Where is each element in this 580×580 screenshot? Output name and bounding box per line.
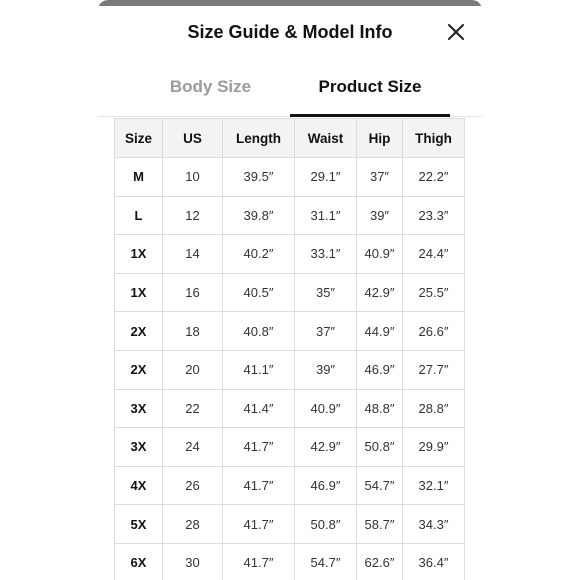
- column-header-thigh: Thigh: [403, 119, 465, 158]
- table-cell-thigh: 25.5″: [403, 273, 465, 312]
- table-cell-us: 24: [163, 428, 223, 467]
- table-cell-us: 20: [163, 350, 223, 389]
- column-header-waist: Waist: [295, 119, 357, 158]
- table-cell-hip: 46.9″: [357, 350, 403, 389]
- tab-body-size[interactable]: [128, 58, 293, 116]
- table-cell-hip: 54.7″: [357, 466, 403, 505]
- table-cell-thigh: 23.3″: [403, 196, 465, 235]
- table-cell-hip: 40.9″: [357, 235, 403, 274]
- table-cell-waist: 46.9″: [295, 466, 357, 505]
- table-cell-thigh: 22.2″: [403, 158, 465, 197]
- table-body: [115, 158, 465, 580]
- table-cell-hip: 39″: [357, 196, 403, 235]
- table-row: [115, 505, 465, 544]
- table-cell-hip: 42.9″: [357, 273, 403, 312]
- table-cell-length: 41.7″: [223, 466, 295, 505]
- close-button[interactable]: [444, 20, 468, 44]
- table-cell-size: 5X: [115, 505, 163, 544]
- table-cell-us: 18: [163, 312, 223, 351]
- table-cell-waist: 35″: [295, 273, 357, 312]
- size-tabs: [98, 58, 482, 117]
- table-cell-us: 28: [163, 505, 223, 544]
- column-header-length: Length: [223, 119, 295, 158]
- table-cell-us: 16: [163, 273, 223, 312]
- table-cell-thigh: 28.8″: [403, 389, 465, 428]
- table-cell-waist: 33.1″: [295, 235, 357, 274]
- table-row: [115, 428, 465, 467]
- column-header-hip: Hip: [357, 119, 403, 158]
- table-cell-us: 30: [163, 543, 223, 580]
- close-icon: [444, 20, 468, 44]
- table-cell-length: 40.8″: [223, 312, 295, 351]
- table-row: [115, 312, 465, 351]
- table-cell-length: 40.5″: [223, 273, 295, 312]
- table-cell-size: 1X: [115, 273, 163, 312]
- table-cell-thigh: 29.9″: [403, 428, 465, 467]
- tab-product-size[interactable]: [290, 58, 450, 116]
- table-cell-waist: 50.8″: [295, 505, 357, 544]
- tab-body-size-label: Body Size: [169, 77, 252, 96]
- table-cell-waist: 29.1″: [295, 158, 357, 197]
- table-cell-us: 14: [163, 235, 223, 274]
- table-cell-us: 26: [163, 466, 223, 505]
- table-cell-us: 12: [163, 196, 223, 235]
- table-cell-length: 41.4″: [223, 389, 295, 428]
- table-cell-size: L: [115, 196, 163, 235]
- size-table: [114, 118, 465, 580]
- table-cell-us: 22: [163, 389, 223, 428]
- table-cell-us: 10: [163, 158, 223, 197]
- sheet-title: Size Guide & Model Info: [187, 21, 393, 42]
- table-cell-length: 41.7″: [223, 543, 295, 580]
- table-cell-length: 39.8″: [223, 196, 295, 235]
- table-row: [115, 543, 465, 580]
- sheet-header: [98, 6, 482, 58]
- table-row: [115, 196, 465, 235]
- table-cell-length: 40.2″: [223, 235, 295, 274]
- table-cell-size: 6X: [115, 543, 163, 580]
- table-cell-hip: 48.8″: [357, 389, 403, 428]
- table-cell-hip: 62.6″: [357, 543, 403, 580]
- table-cell-waist: 54.7″: [295, 543, 357, 580]
- table-cell-thigh: 24.4″: [403, 235, 465, 274]
- table-row: [115, 235, 465, 274]
- table-cell-length: 41.7″: [223, 428, 295, 467]
- table-cell-waist: 40.9″: [295, 389, 357, 428]
- table-cell-thigh: 32.1″: [403, 466, 465, 505]
- table-cell-hip: 44.9″: [357, 312, 403, 351]
- column-header-size: Size: [115, 119, 163, 158]
- table-cell-waist: 39″: [295, 350, 357, 389]
- tab-product-size-label: Product Size: [318, 77, 422, 96]
- table-cell-thigh: 36.4″: [403, 543, 465, 580]
- table-header-row: [115, 119, 465, 158]
- active-tab-indicator: [290, 114, 450, 117]
- table-cell-hip: 58.7″: [357, 505, 403, 544]
- table-cell-waist: 37″: [295, 312, 357, 351]
- table-cell-size: 3X: [115, 389, 163, 428]
- table-cell-length: 41.1″: [223, 350, 295, 389]
- table-row: [115, 350, 465, 389]
- size-table-container: [114, 118, 464, 580]
- table-cell-hip: 50.8″: [357, 428, 403, 467]
- table-cell-size: 2X: [115, 350, 163, 389]
- table-row: [115, 466, 465, 505]
- table-row: [115, 273, 465, 312]
- table-cell-size: 3X: [115, 428, 163, 467]
- table-cell-size: 2X: [115, 312, 163, 351]
- table-cell-size: 1X: [115, 235, 163, 274]
- table-cell-length: 41.7″: [223, 505, 295, 544]
- table-cell-hip: 37″: [357, 158, 403, 197]
- column-header-us: US: [163, 119, 223, 158]
- backdrop-right: [482, 0, 580, 580]
- table-cell-thigh: 27.7″: [403, 350, 465, 389]
- backdrop-left: [0, 0, 98, 580]
- size-guide-sheet: [98, 0, 482, 580]
- table-row: [115, 389, 465, 428]
- table-cell-length: 39.5″: [223, 158, 295, 197]
- table-row: [115, 158, 465, 197]
- table-cell-size: 4X: [115, 466, 163, 505]
- table-cell-size: M: [115, 158, 163, 197]
- table-cell-thigh: 26.6″: [403, 312, 465, 351]
- table-cell-waist: 42.9″: [295, 428, 357, 467]
- table-cell-thigh: 34.3″: [403, 505, 465, 544]
- table-cell-waist: 31.1″: [295, 196, 357, 235]
